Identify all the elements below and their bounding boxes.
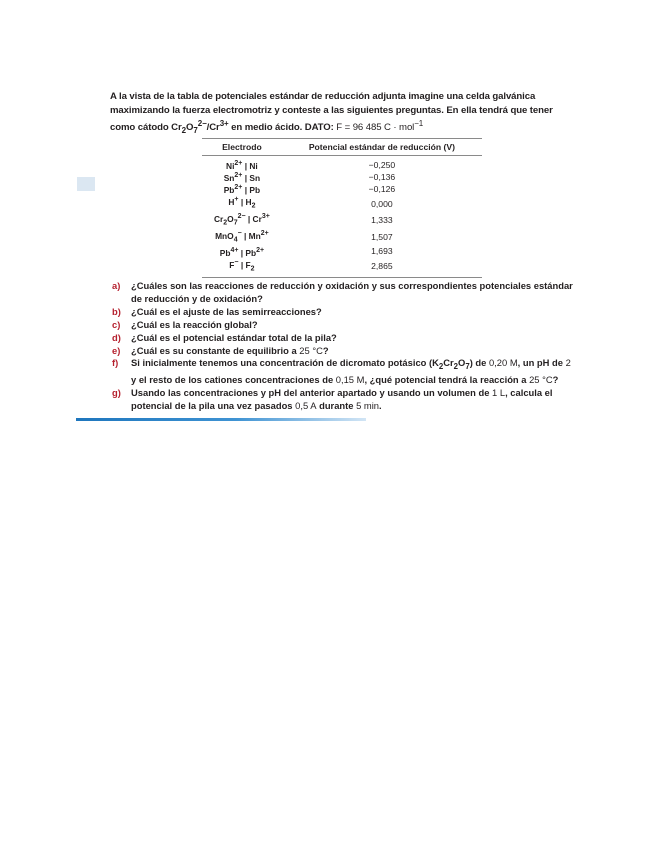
electrode-cr: $Cr_2O_7^{2-}$ | $Cr^{3+}$ xyxy=(213,213,270,227)
electrode-sn: $Sn^{2+}$ | Sn xyxy=(223,172,261,183)
column-header-potential: Potencial estándar de reducción (V) xyxy=(282,139,482,156)
table-row xyxy=(202,171,482,183)
question-e xyxy=(112,345,574,358)
section-divider xyxy=(76,418,366,421)
potential-value: 2,865 xyxy=(282,258,482,278)
electrode-mn: MnO$_4$− | $Mn^{2+}$ xyxy=(215,229,269,244)
question-label: c) xyxy=(112,318,121,330)
potential-value: −0,126 xyxy=(368,184,396,195)
table-row xyxy=(202,156,482,172)
question-text: ¿Cuál es el potencial estándar total de la pila? xyxy=(131,331,337,343)
question-g xyxy=(112,387,574,413)
electrode-ni: $Ni^{2+}$ | Ni xyxy=(226,160,258,171)
question-label: e) xyxy=(112,344,121,356)
table-row xyxy=(202,246,482,258)
question-label: f) xyxy=(112,357,119,369)
question-b xyxy=(112,306,574,319)
question-c xyxy=(112,319,574,332)
question-label: a) xyxy=(112,280,121,291)
question-text: ¿Cuál es el ajuste de las semirreacciones? xyxy=(131,305,322,317)
question-text: ¿Cuál es la reacción global? xyxy=(131,318,258,330)
question-label: b) xyxy=(112,305,121,317)
table-row xyxy=(202,258,482,278)
question-text: ¿Cuáles son las reacciones de reducción y oxidación y sus correspondientes potenciales estándar de reducción y de oxidación? xyxy=(131,280,573,304)
question-a xyxy=(112,280,574,306)
question-text: ¿Cuál es su constante de equilibrio a 25 °C? xyxy=(131,344,329,356)
potential-value: 1,507 xyxy=(371,232,393,243)
margin-marker xyxy=(77,177,95,191)
question-label: g) xyxy=(112,387,121,399)
question-label: d) xyxy=(112,331,121,343)
table-row xyxy=(202,212,482,229)
reduction-potentials-table xyxy=(202,138,482,278)
question-f xyxy=(112,357,574,387)
table-row xyxy=(202,229,482,246)
potential-value: 0,000 xyxy=(371,198,393,209)
problem-statement: A la vista de la tabla de potenciales estándar de reducción adjunta imagine una celda galvánica maximizando la fuerza electromotriz y conteste a las siguientes preguntas. En ella tendrá que tener como cátodo $Cr_2O_7^{2-}/Cr^{3+}$ en medio ácido. DATO: F = 96 485 C · mol$^{-1}$ xyxy=(110,91,553,136)
faraday-constant: F = 96 485 C · mol$^{-1}$ xyxy=(336,119,424,134)
table-row xyxy=(202,195,482,212)
electrode-pb: $Pb^{2+}$ | Pb xyxy=(223,184,261,195)
potential-value: −0,136 xyxy=(368,171,396,182)
table-row xyxy=(202,183,482,195)
question-text: Si inicialmente tenemos una concentración de dicromato potásico $(K_2Cr_2O_7)$ de 0,20 M, un pH de 2 y el resto de los cationes concentraciones de 0,15 M, ¿qué potencial tendrá la reacción a 25 °C? xyxy=(131,357,571,386)
potential-value: 1,693 xyxy=(371,246,393,257)
potential-value: −0,250 xyxy=(368,159,396,170)
electrode-h: H+ | $H_2$ xyxy=(228,196,256,210)
question-d xyxy=(112,332,574,345)
electrode-pb4: $Pb^{4+}$ | $Pb^{2+}$ xyxy=(219,246,265,258)
question-text: Usando las concentraciones y pH del anterior apartado y usando un volumen de 1 L, calcula el potencial de la pila una vez pasados 0,5 A durante 5 min. xyxy=(131,387,553,412)
electrode-f: F− | $F_2$ xyxy=(202,258,282,278)
question-list xyxy=(112,280,574,413)
potential-value: 1,333 xyxy=(371,215,393,226)
column-header-electrode: Electrodo xyxy=(202,139,282,156)
